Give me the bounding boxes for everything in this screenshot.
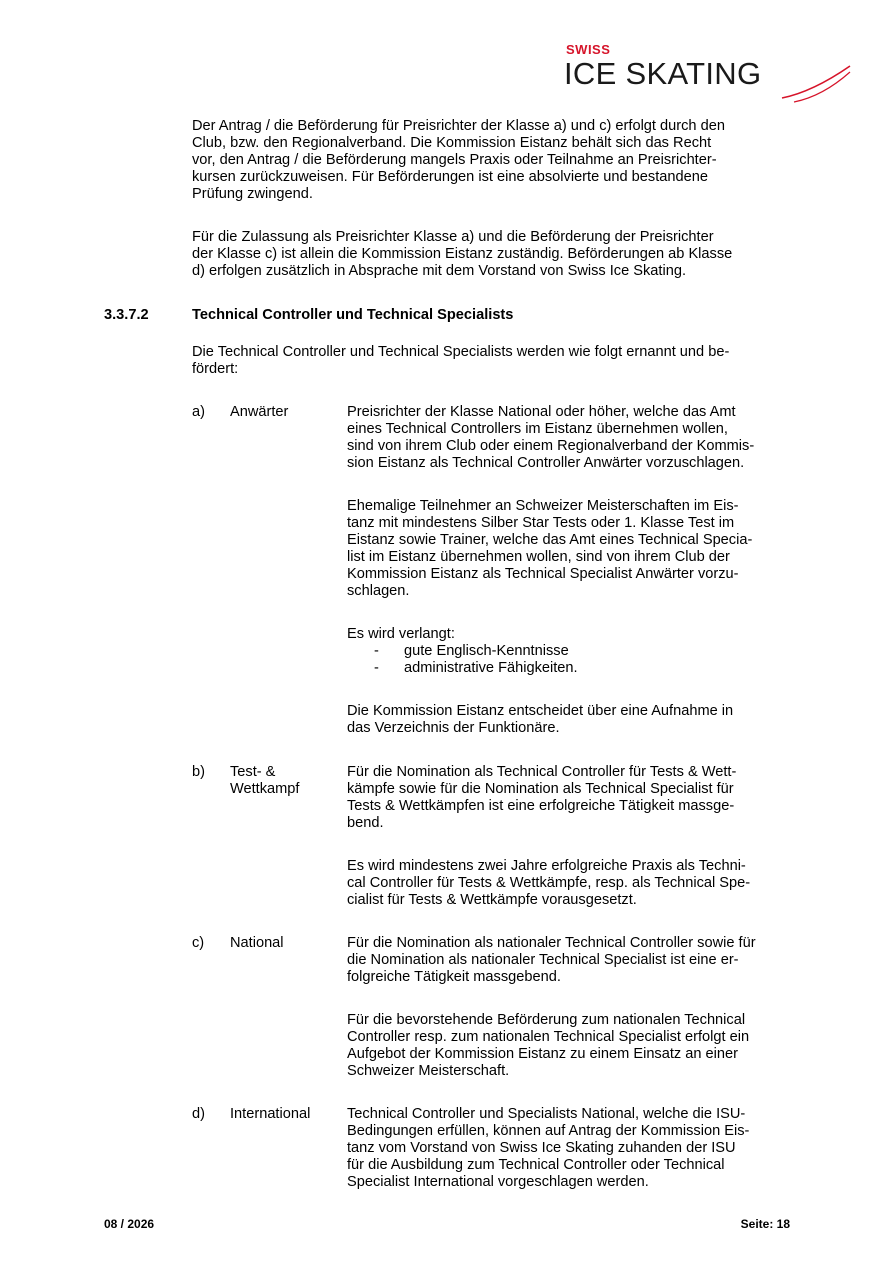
skate-swoosh-icon [780,62,852,106]
text-line: Schweizer Meisterschaft. [347,1063,510,1079]
text-line: Für die Zulassung als Preisrichter Klasse a) und die Beförderung der Preisrichter [192,229,714,245]
item-label-line: Wettkampf [230,781,300,797]
text-line: die Nomination als nationaler Technical Specialist ist eine er- [347,952,739,968]
text-line: kämpfe sowie für die Nomination als Technical Specialist für [347,781,734,797]
text-line: sion Eistanz als Technical Controller Anwärter vorzuschlagen. [347,455,745,471]
text-line: Es wird mindestens zwei Jahre erfolgreiche Praxis als Techni- [347,858,746,874]
text-line: Für die Nomination als Technical Controller für Tests & Wett- [347,764,737,780]
text-line: cialist für Tests & Wettkämpfe vorausgesetzt. [347,892,637,908]
item-label: International [230,1106,311,1122]
text-line: Die Technical Controller und Technical Specialists werden wie folgt ernannt und be- [192,344,730,360]
logo-main-text: ICE SKATING [564,56,762,91]
swiss-ice-skating-logo [560,40,852,110]
text-line: schlagen. [347,583,410,599]
text-line: Specialist International vorgeschlagen werden. [347,1174,649,1190]
text-line: folgreiche Tätigkeit massgebend. [347,969,561,985]
text-line: für die Ausbildung zum Technical Controller oder Technical [347,1157,725,1173]
footer-page-number: Seite: 18 [740,1217,790,1231]
text-line: Club, bzw. den Regionalverband. Die Kommission Eistanz behält sich das Recht [192,135,712,151]
text-line: Die Kommission Eistanz entscheidet über eine Aufnahme in [347,703,734,719]
text-line: Bedingungen erfüllen, können auf Antrag der Kommission Eis- [347,1123,750,1139]
requirement-item: gute Englisch-Kenntnisse [404,643,569,659]
text-line: tanz vom Vorstand von Swiss Ice Skating zuhanden der ISU [347,1140,736,1156]
text-line: Technical Controller und Specialists National, welche die ISU- [347,1106,746,1122]
text-line: fördert: [192,361,239,377]
text-line: kursen zurückzuweisen. Für Beförderungen ist eine absolvierte und bestandene [192,169,708,185]
section-number: 3.3.7.2 [104,307,149,323]
text-line: Eistanz sowie Trainer, welche das Amt eines Technical Specia- [347,532,753,548]
text-line: sind von ihrem Club oder einem Regionalverband der Kommis- [347,438,755,454]
requirement-item: administrative Fähigkeiten. [404,660,578,676]
item-label: National [230,935,284,951]
item-letter: d) [192,1106,205,1122]
requirements-intro: Es wird verlangt: [347,626,455,642]
text-line: list im Eistanz übernehmen wollen, sind von ihrem Club der [347,549,730,565]
text-line: Aufgebot der Kommission Eistanz zu einem Einsatz an einer [347,1046,738,1062]
logo-top-text: SWISS [566,42,611,57]
item-letter: a) [192,404,205,420]
item-label-line: Test- & [230,764,276,780]
text-line: bend. [347,815,384,831]
bullet-dash: - [374,643,379,659]
text-line: Für die Nomination als nationaler Technical Controller sowie für [347,935,756,951]
bullet-dash: - [374,660,379,676]
text-line: Controller resp. zum nationalen Technical Specialist erfolgt ein [347,1029,750,1045]
text-line: Prüfung zwingend. [192,186,313,202]
item-letter: b) [192,764,205,780]
item-label: Anwärter [230,404,289,420]
section-title: Technical Controller und Technical Specialists [192,307,514,323]
footer-date: 08 / 2026 [104,1217,155,1231]
text-line: Preisrichter der Klasse National oder höher, welche das Amt [347,404,736,420]
text-line: das Verzeichnis der Funktionäre. [347,720,560,736]
text-line: Für die bevorstehende Beförderung zum nationalen Technical [347,1012,746,1028]
text-line: d) erfolgen zusätzlich in Absprache mit dem Vorstand von Swiss Ice Skating. [192,263,686,279]
text-line: Kommission Eistanz als Technical Specialist Anwärter vorzu- [347,566,739,582]
text-line: vor, den Antrag / die Beförderung mangels Praxis oder Teilnahme an Preisrichter- [192,152,717,168]
text-line: Ehemalige Teilnehmer an Schweizer Meisterschaften im Eis- [347,498,739,514]
text-line: tanz mit mindestens Silber Star Tests oder 1. Klasse Test im [347,515,735,531]
text-line: eines Technical Controllers im Eistanz übernehmen wollen, [347,421,728,437]
text-line: Der Antrag / die Beförderung für Preisrichter der Klasse a) und c) erfolgt durch den [192,118,725,134]
text-line: der Klasse c) ist allein die Kommission Eistanz zuständig. Beförderungen ab Klasse [192,246,733,262]
text-line: cal Controller für Tests & Wettkämpfe, resp. als Technical Spe- [347,875,751,891]
item-letter: c) [192,935,205,951]
text-line: Tests & Wettkämpfen ist eine erfolgreiche Tätigkeit massge- [347,798,735,814]
